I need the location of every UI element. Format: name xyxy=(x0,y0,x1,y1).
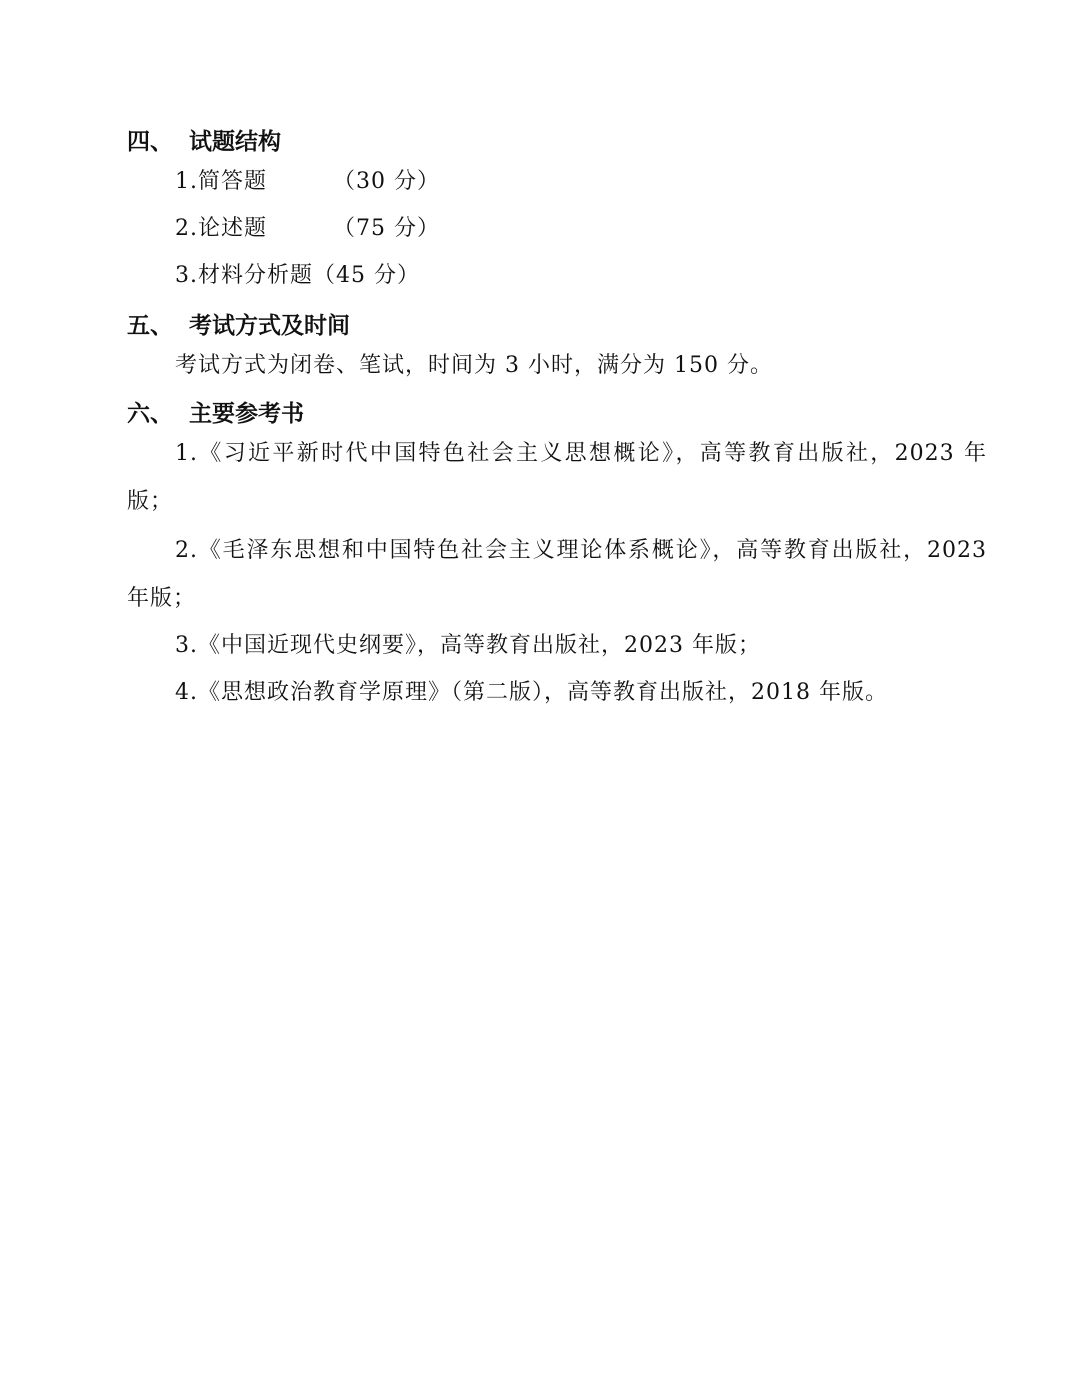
question-type-label: 1.简答题 xyxy=(175,169,267,194)
section-title: 考试方式及时间 xyxy=(189,313,350,339)
list-item xyxy=(175,214,440,244)
question-type-label: 3.材料分析题 xyxy=(175,263,313,288)
list-item xyxy=(175,167,440,197)
section-number: 五、 xyxy=(127,313,173,339)
section-title: 试题结构 xyxy=(189,129,281,155)
section-heading-exam-method xyxy=(127,311,350,341)
reference-book-item: 2.《毛泽东思想和中国特色社会主义理论体系概论》，高等教育出版社，2023 年版； xyxy=(127,538,987,611)
section-number: 四、 xyxy=(127,129,173,155)
reference-book-item: 3.《中国近现代史纲要》，高等教育出版社，2023 年版； xyxy=(175,633,761,658)
question-type-score: （75 分） xyxy=(333,216,440,241)
exam-method-text: 考试方式为闭卷、笔试，时间为 3 小时，满分为 150 分。 xyxy=(175,353,773,378)
section-number: 六、 xyxy=(127,401,173,427)
question-type-score: （30 分） xyxy=(333,169,440,194)
list-item xyxy=(175,261,420,291)
section-heading-structure xyxy=(127,127,281,157)
section-title: 主要参考书 xyxy=(189,401,304,427)
question-type-label: 2.论述题 xyxy=(175,216,267,241)
reference-book-item: 4.《思想政治教育学原理》（第二版），高等教育出版社，2018 年版。 xyxy=(175,680,888,705)
section-heading-reference-books xyxy=(127,399,304,429)
question-type-score: （45 分） xyxy=(313,263,420,288)
reference-book-item: 1.《习近平新时代中国特色社会主义思想概论》，高等教育出版社，2023 年版； xyxy=(127,441,987,514)
